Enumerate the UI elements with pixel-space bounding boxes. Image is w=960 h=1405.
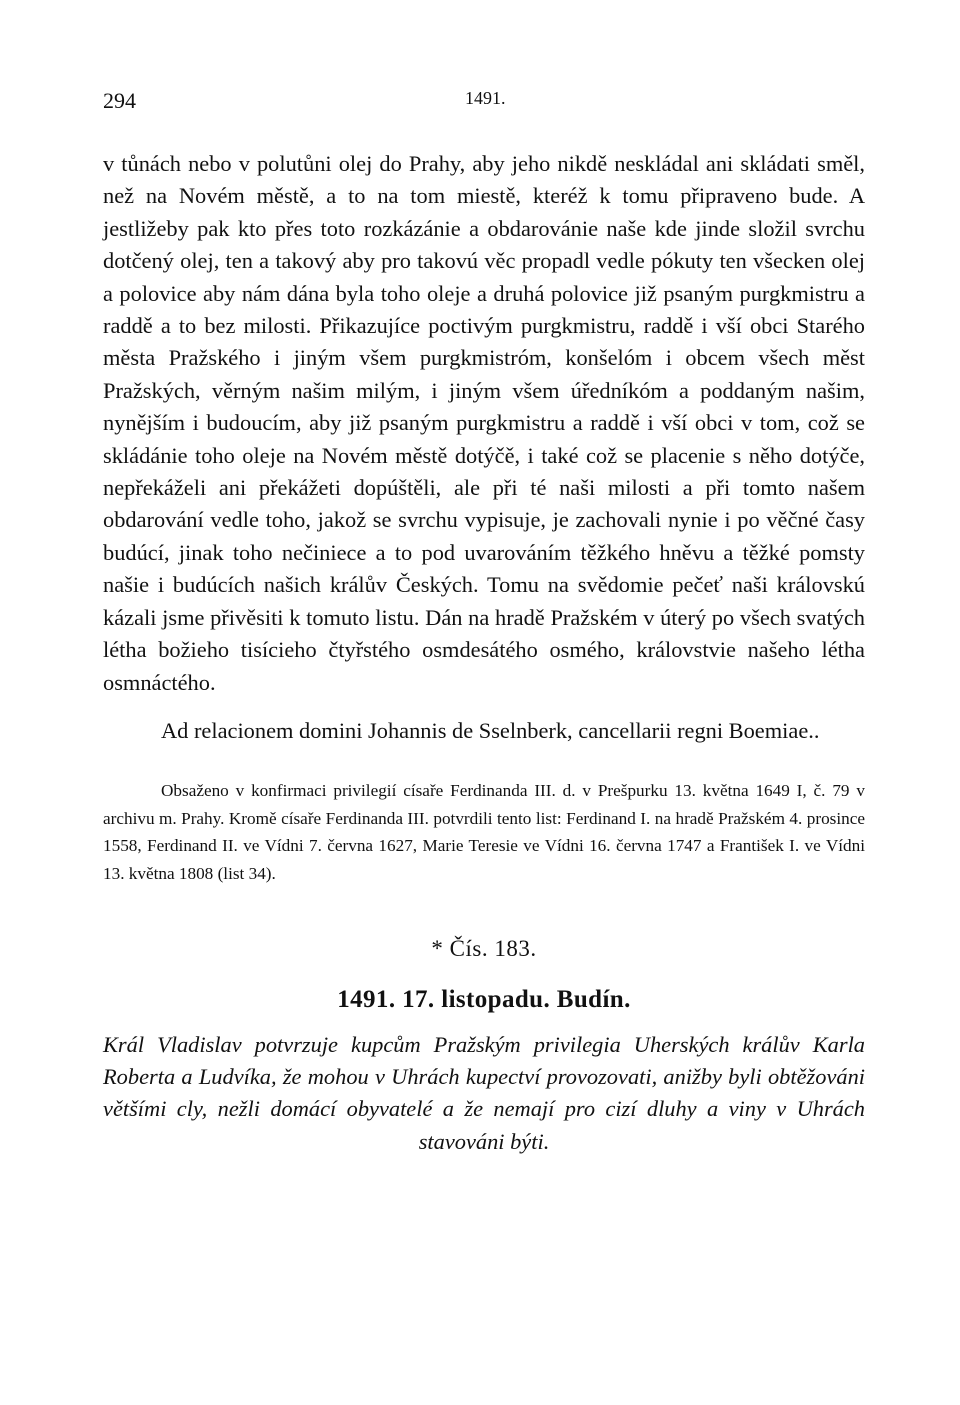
document-date-place: 1491. 17. listopadu. Budín. bbox=[337, 985, 631, 1013]
document-summary: Král Vladislav potvrzuje kupcům Pražským privilegia Uherských králův Karla Roberta a Ludvíka, že mohou v Uhrách kupectví provozovati, anižby byli obtěžováni většími cly, nežli domácí obyvatelé a že nemají pro cizí dluhy a viny v Uhrách stavováni býti. bbox=[103, 1031, 865, 1154]
running-head-year: 1491. bbox=[465, 88, 506, 108]
chancery-note: Ad relacionem domini Johannis de Sselnberk, cancellarii regni Boemiae.. bbox=[161, 717, 820, 743]
document-number: * Čís. 183. bbox=[431, 935, 537, 961]
page-header bbox=[103, 88, 865, 116]
charter-text bbox=[103, 148, 865, 747]
page-number: 294 bbox=[103, 88, 136, 113]
charter-paragraph: v tůnách nebo v polutůni olej do Prahy, aby jeho nikdě neskládal ani skládati směl, než na Novém městě, a to na tom miestě, kteréž k tomu připraveno bude. A jestližeby pak kto přes toto rozkázánie a obdarovánie naše kde jinde složil svrchu dotčený olej, ten a takový aby pro takovú věc propadl vedle pókuty ten všecken olej a polovice aby nám dána byla toho oleje a druhá polovice již psaným purgkmistru a raddě a to bez milosti. Přikazujíce poctivým purgkmistru, raddě i vší obci Starého města Pražského i jiným všem purgkmistróm, konšelóm i obcem všech měst Pražských, věrným našim milým, i jiným všem úředníkóm a poddaným našim, nynějším i budoucím, aby již psaným purgkmistru a raddě i vší obci v tom, což se skládánie toho oleje na Novém městě dotýčě, i také což se placenie s něho dotýče, nepřekáželi ani překážeti dopúštěli, ale při té naši milosti a při tomto našem obdarování vedle toho, jakož se svrchu vypisuje, je zachovali nynie i po věčné časy budúcí, jinak toho nečiniece a to pod uvarováním těžkého hněvu a těžké pomsty našie i budúcích našich králův Českých. Tomu na svědomie pečeť naši královskú kázali jsme přivěsiti k tomuto listu. Dán na hradě Pražském v úterý po všech svatých létha božieho tisícieho čtyřstého osmdesátého osmého, královstvie našeho létha osmnáctého. bbox=[103, 151, 865, 695]
book-page bbox=[103, 88, 865, 1180]
archival-note: Obsaženo v konfirmaci privilegií císaře Ferdinanda III. d. v Prešpurku 13. května 1649 I, č. 79 v archivu m. Prahy. Kromě císaře Ferdinanda III. potvrdili tento list: Ferdinand I. na hradě Pražském 4. prosince 1558, Ferdinand II. ve Vídni 7. června 1627, Marie Teresie ve Vídni 16. června 1747 a František I. ve Vídni 13. května 1808 (list 34). bbox=[103, 781, 865, 883]
